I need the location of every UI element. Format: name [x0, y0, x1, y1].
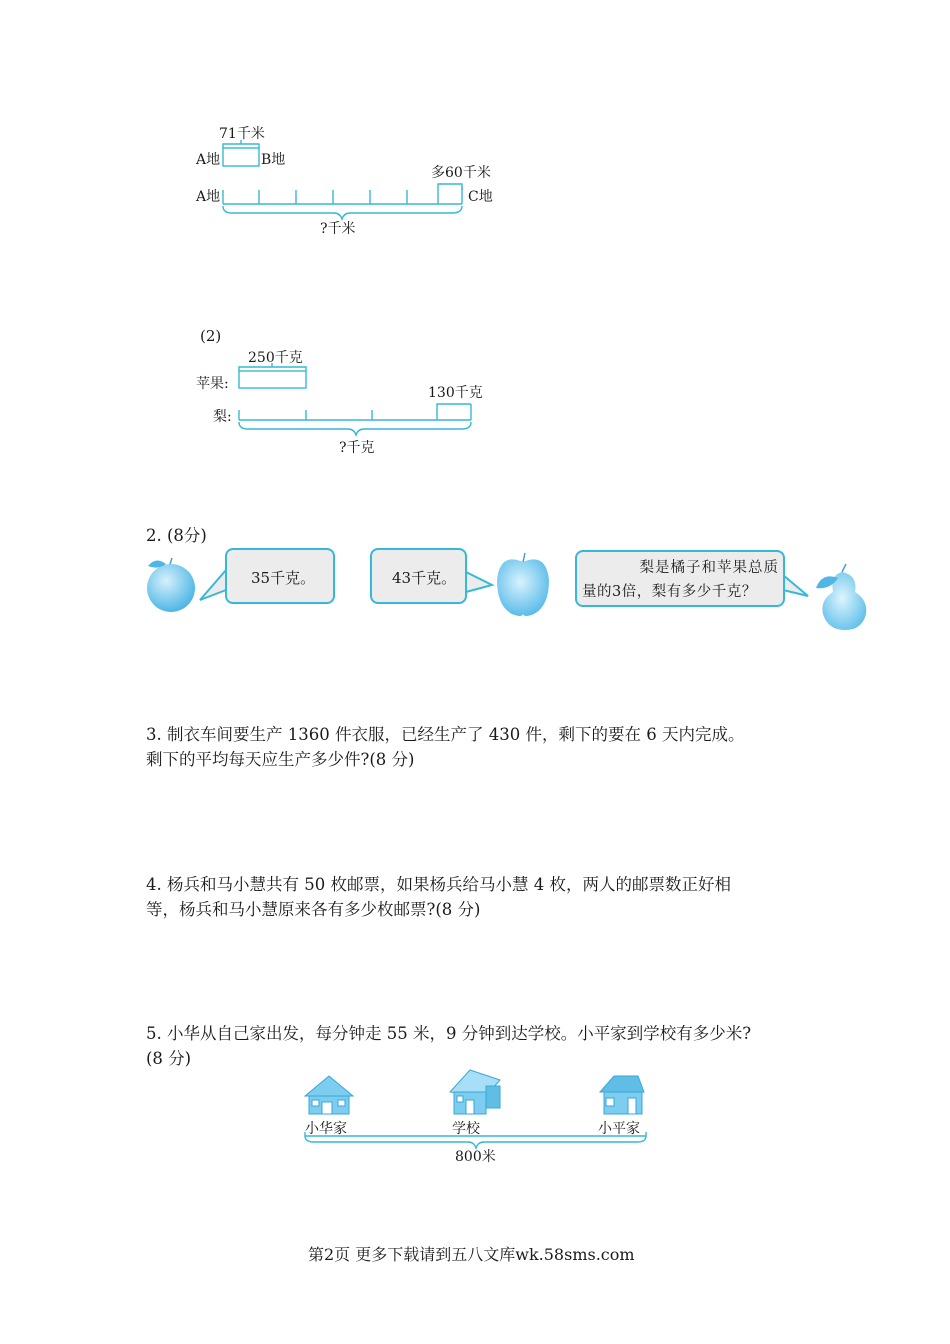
question-2-heading: 2. (8分) [146, 526, 207, 545]
bubble-pear-line-1: 梨是橘子和苹果总质 [639, 560, 779, 576]
question-5-line-1: 5. 小华从自己家出发，每分钟走 55 米，9 分钟到达学校。小平家到学校有多少米? [146, 1024, 752, 1043]
question-4-line-1: 4. 杨兵和马小慧共有 50 枚邮票，如果杨兵给马小慧 4 枚，两人的邮票数正好相 [146, 875, 731, 894]
house-xiaoping-icon [600, 1076, 644, 1114]
question-3-line-1: 3. 制衣车间要生产 1360 件衣服，已经生产了 430 件，剩下的要在 6 天内完成。 [146, 725, 745, 744]
school-icon [450, 1070, 500, 1114]
sub-question-number: (2) [200, 327, 222, 345]
bubble-apple-text: 43千克。 [392, 569, 457, 587]
label-total-km: ?千米 [320, 221, 356, 237]
label-b: B地 [261, 152, 286, 168]
label-xiaoping-home: 小平家 [598, 1121, 640, 1137]
label-school: 学校 [452, 1121, 480, 1137]
label-more-130kg: 130千克 [428, 385, 483, 401]
label-total-kg: ?千克 [339, 440, 375, 456]
label-250kg: 250千克 [248, 350, 303, 366]
question-5-line-2: (8 分) [146, 1049, 192, 1068]
question-4-line-2: 等，杨兵和马小慧原来各有多少枚邮票?(8 分) [146, 900, 481, 919]
question-3-line-2: 剩下的平均每天应生产多少件?(8 分) [146, 750, 415, 769]
label-apple: 苹果: [196, 376, 229, 392]
bubble-orange-text: 35千克。 [251, 569, 316, 587]
label-pear: 梨: [213, 409, 232, 425]
bubble-pear-line-2: 量的3倍，梨有多少千克？ [582, 584, 757, 600]
label-xiaohua-home: 小华家 [305, 1121, 347, 1137]
label-a-bottom: A地 [196, 189, 221, 205]
label-a-top: A地 [196, 152, 221, 168]
label-c: C地 [468, 189, 493, 205]
house-xiaohua-icon [305, 1076, 353, 1114]
label-more-60km: 多60千米 [431, 165, 491, 181]
label-800m: 800米 [455, 1149, 496, 1165]
page-footer: 第2页 更多下载请到五八文库wk.58sms.com [308, 1245, 635, 1264]
label-71km: 71千米 [219, 126, 265, 142]
